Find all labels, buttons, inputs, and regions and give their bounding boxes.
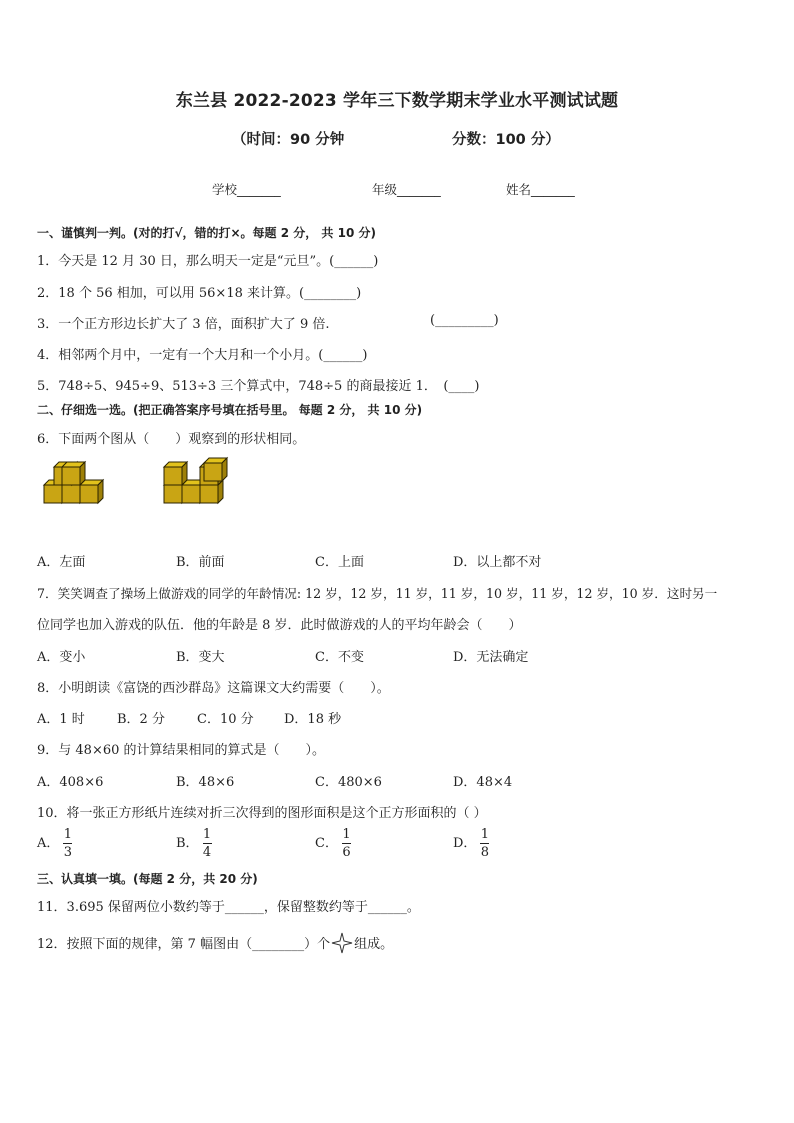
grade-field: 年级_______	[372, 182, 441, 197]
option-7c: C．不变	[315, 650, 364, 665]
question-9: 9．与 48×60 的计算结果相同的算式是（ ）。	[37, 743, 326, 758]
fraction	[480, 827, 489, 860]
question-12-suffix: 组成。	[354, 937, 394, 952]
option-7b: B．变大	[176, 650, 225, 665]
section-heading: 三、认真填一填。(每题 2 分，共 20 分)	[37, 872, 258, 886]
option-7d: D．无法确定	[453, 650, 529, 665]
question-2: 2．18 个 56 相加，可以用 56×18 来计算。(________)	[37, 286, 362, 301]
option-8d: D．18 秒	[284, 712, 342, 727]
option-label: B．	[176, 836, 199, 851]
cube	[62, 462, 85, 485]
cube	[80, 480, 103, 503]
question-11: 11．3.695 保留两位小数约等于______，保留整数约等于______。	[37, 900, 420, 915]
question-1: 1．今天是 12 月 30 日，那么明天一定是“元旦”。(______)	[37, 254, 379, 269]
option-label: C．	[315, 836, 338, 851]
option-9a: A．408×6	[37, 775, 104, 790]
cube-figure-1	[40, 455, 110, 511]
option-8c: C．10 分	[197, 712, 254, 727]
option-9b: B．48×6	[176, 775, 235, 790]
four-point-star-icon	[331, 932, 353, 954]
option-8b: B．2 分	[117, 712, 165, 727]
cube	[164, 462, 187, 485]
name-field: 姓名_______	[506, 182, 575, 197]
numerator: 1	[63, 827, 73, 842]
question-3: 3．一个正方形边长扩大了 3 倍，面积扩大了 9 倍.	[37, 317, 330, 332]
option-7a: A．变小	[37, 650, 86, 665]
option-10d	[453, 827, 489, 860]
question-3-blank: (_________)	[430, 313, 499, 328]
option-9c: C．480×6	[315, 775, 382, 790]
option-label: D．	[453, 836, 477, 851]
denominator: 4	[202, 845, 212, 860]
numerator: 1	[342, 827, 351, 842]
cube	[204, 458, 227, 481]
option-6a: A．左面	[37, 555, 86, 570]
option-6c: C．上面	[315, 555, 364, 570]
option-10c	[315, 827, 351, 860]
school-field: 学校_______	[212, 182, 281, 197]
exam-title: 东兰县 2022-2023 学年三下数学期末学业水平测试试题	[175, 91, 619, 111]
question-6: 6．下面两个图从（ ）观察到的形状相同。	[37, 432, 306, 447]
section-heading: 二、仔细选一选。(把正确答案序号填在括号里。 每题 2 分， 共 10 分)	[37, 403, 423, 417]
numerator: 1	[480, 827, 490, 842]
option-10b	[176, 827, 212, 860]
exam-time: （时间：90 分钟	[232, 132, 345, 148]
question-7-line1: 7．笑笑调查了操场上做游戏的同学的年龄情况: 12 岁，12 岁，11 岁，11 岁，10 岁，11 岁，12 岁，10 岁．这时另一	[37, 586, 718, 601]
exam-score: 分数：100 分）	[452, 132, 560, 148]
question-8: 8．小明朗读《富饶的西沙群岛》这篇课文大约需要（ ）。	[37, 681, 390, 696]
fraction	[342, 827, 351, 860]
numerator: 1	[202, 827, 212, 842]
question-10: 10．将一张正方形纸片连续对折三次得到的图形面积是这个正方形面积的（ ）	[37, 806, 487, 821]
option-label: A．	[37, 836, 60, 851]
option-6d: D．以上都不对	[453, 555, 542, 570]
denominator: 8	[480, 845, 490, 860]
question-4: 4．相邻两个月中，一定有一个大月和一个小月。(______)	[37, 348, 368, 363]
question-7-line2: 位同学也加入游戏的队伍．他的年龄是 8 岁．此时做游戏的人的平均年龄会（ ）	[37, 618, 522, 633]
denominator: 3	[63, 845, 73, 860]
option-10a	[37, 827, 72, 860]
section-heading: 一、谨慎判一判。(对的打√，错的打×。每题 2 分， 共 10 分)	[37, 226, 376, 240]
cube-figure-2	[160, 455, 230, 511]
denominator: 6	[342, 845, 351, 860]
question-5: 5．748÷5、945÷9、513÷3 三个算式中，748÷5 的商最接近 1． (____)	[37, 379, 480, 394]
option-8a: A．1 时	[37, 712, 85, 727]
option-9d: D．48×4	[453, 775, 513, 790]
fraction	[63, 827, 72, 860]
question-12	[37, 932, 393, 954]
question-12-text: 12．按照下面的规律，第 7 幅图由（________）个	[37, 937, 331, 952]
option-6b: B．前面	[176, 555, 225, 570]
fraction	[203, 827, 212, 860]
